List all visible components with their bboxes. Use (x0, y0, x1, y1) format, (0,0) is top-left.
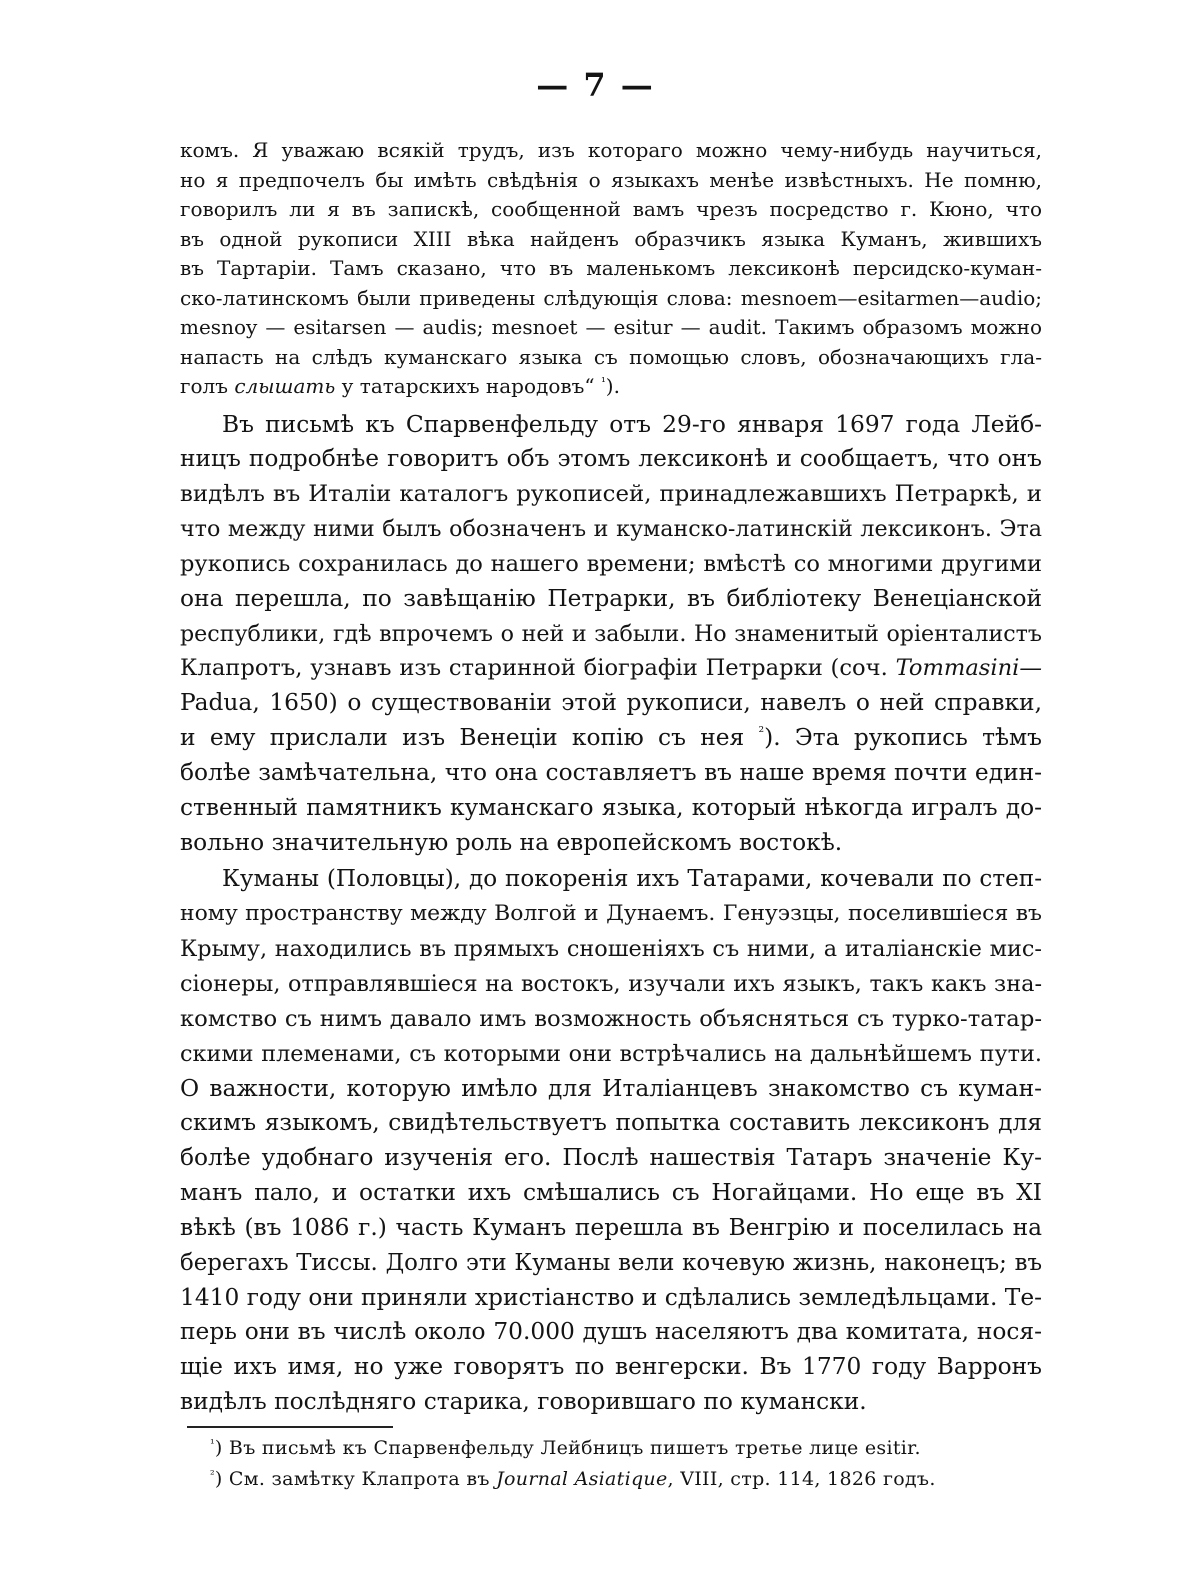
text-line: сіонеры, отправлявшіеся на востокъ, изучали ихъ языкъ, такъ какъ зна- (180, 971, 1042, 997)
page-body (180, 136, 1042, 1420)
text-line: Въ письмѣ къ Спарвенфельду отъ 29-го января 1697 года Лейб- (222, 410, 1042, 438)
footnote-1: $^{^1}$) Въ письмѣ къ Спарвенфельду Лейбницъ пишетъ третье лице esitir. (210, 1436, 921, 1459)
text-line: Куманы (Половцы), до покоренія ихъ Татарами, кочевали по степ- (222, 866, 1042, 893)
text-line: ному пространству между Волгой и Дунаемъ. Генуэзцы, поселившіеся въ (180, 901, 1042, 927)
italic-word: Tommasini— (895, 655, 1042, 682)
text-line: голъ слышать у татарскихъ народовъ“ $^{^1}$). (180, 374, 620, 398)
paragraph-leibniz (180, 408, 1042, 861)
text-line: видѣлъ въ Италіи каталогъ рукописей, принадлежавшихъ Петраркѣ, и (180, 481, 1042, 508)
text-line: видѣлъ послѣдняго старика, говорившаго по кумански. (180, 1388, 867, 1416)
footnote-ref-1: ¹ (600, 374, 606, 389)
text-line: комство съ нимъ давало имъ возможность объясняться съ турко-татар- (180, 1005, 1042, 1032)
text-line: вольно значительную роль на европейскомъ востокѣ. (180, 828, 843, 856)
text-line: она перешла, по завѣщанію Петрарки, въ библіотеку Венеціанской (180, 584, 1042, 612)
text-line: скимъ языкомъ, свидѣтельствуетъ попытка составить лексиконъ для (180, 1109, 1042, 1137)
footnote-2: $^{^2}$) См. замѣтку Клапрота въ Journal Asiatique, VIII, стр. 114, 1826 годъ. (210, 1467, 936, 1490)
text-line: и ему прислали изъ Венеціи копію съ нея $^{^2}$). Эта рукопись тѣмъ (180, 724, 1043, 752)
text-line: но я предпочелъ бы имѣть свѣдѣнія о языкахъ менѣе извѣстныхъ. Не помню, (180, 167, 1042, 192)
text-line: ско-латинскомъ были приведены слѣдующія слова: mesnoem—esitarmen—audio; (180, 285, 1042, 310)
text-line: Padua, 1650) о существованіи этой рукописи, навелъ о ней справки, (180, 689, 1042, 717)
text-line: ницъ подробнѣе говоритъ объ этомъ лексиконѣ и сообщаетъ, что онъ (180, 445, 1042, 473)
text-line: комъ. Я уважаю всякій трудъ, изъ котораго можно чему-нибудь научиться, (180, 138, 1042, 162)
text-line: болѣе удобнаго изученія его. Послѣ нашествія Татаръ значеніе Ку- (180, 1144, 1042, 1172)
text-line: 1410 году они приняли христіанство и сдѣлались земледѣльцами. Те- (180, 1283, 1042, 1311)
text-line: въ Тартаріи. Тамъ сказано, что въ маленькомъ лексиконѣ персидско-куман- (180, 256, 1042, 280)
paragraph-cumans (180, 862, 1042, 1420)
text-line: болѣе замѣчательна, что она составляетъ въ наше время почти един- (180, 758, 1042, 786)
text-line: берегахъ Тиссы. Долго эти Куманы вели кочевую жизнь, наконецъ; въ (180, 1249, 1042, 1276)
text-line: говорилъ ли я въ запискѣ, сообщенной вамъ чрезъ посредство г. Кюно, что (180, 197, 1042, 221)
text-line: Клапротъ, узнавъ изъ старинной біографіи Петрарки (соч. Tommasini— (180, 655, 1042, 682)
text-line: перь они въ числѣ около 70.000 душъ населяютъ два комитата, нося- (180, 1318, 1042, 1346)
footnotes (210, 1433, 1040, 1495)
text-line: mesnoy — esitarsen — audis; mesnoet — esitur — audit. Такимъ образомъ можно (180, 315, 1042, 339)
text-line: республики, гдѣ впрочемъ о ней и забыли. Но знаменитый оріенталистъ (180, 620, 1042, 647)
text-line: О важности, которую имѣло для Италіанцевъ знакомство съ куман- (180, 1074, 1042, 1102)
text-line: щіе ихъ имя, но уже говорятъ по венгерски. Въ 1770 году Варронъ (180, 1353, 1042, 1381)
italic-word: слышать (234, 374, 336, 398)
text-line: скими племенами, съ которыми они встрѣчались на дальнѣйшемъ пути. (180, 1040, 1042, 1067)
text-line: въ одной рукописи XIII вѣка найденъ образчикъ языка Куманъ, жившихъ (180, 226, 1042, 251)
text-line: ственный памятникъ куманскаго языка, который нѣкогда игралъ до- (180, 793, 1042, 821)
journal-title: Journal Asiatique (496, 1468, 668, 1490)
page-number: — 7 — (536, 66, 655, 104)
quoted-letter (180, 136, 1042, 402)
text-line: рукопись сохранилась до нашего времени; вмѣстѣ со многими другими (180, 550, 1042, 577)
footnote-divider (187, 1426, 393, 1428)
text-line: напасть на слѣдъ куманскаго языка съ помощью словъ, обозначающихъ гла- (180, 344, 1042, 369)
text-line: Крыму, находились въ прямыхъ сношеніяхъ съ ними, а италіанскіе мис- (180, 936, 1042, 963)
footnote-ref-2: ² (758, 724, 765, 741)
text-line: вѣкѣ (въ 1086 г.) часть Куманъ перешла въ Венгрію и поселилась на (180, 1213, 1042, 1241)
text-line: что между ними былъ обозначенъ и куманско-латинскій лексиконъ. Эта (180, 516, 1042, 543)
text-line: манъ пало, и остатки ихъ смѣшались съ Ногайцами. Но еще въ XI (180, 1179, 1042, 1207)
